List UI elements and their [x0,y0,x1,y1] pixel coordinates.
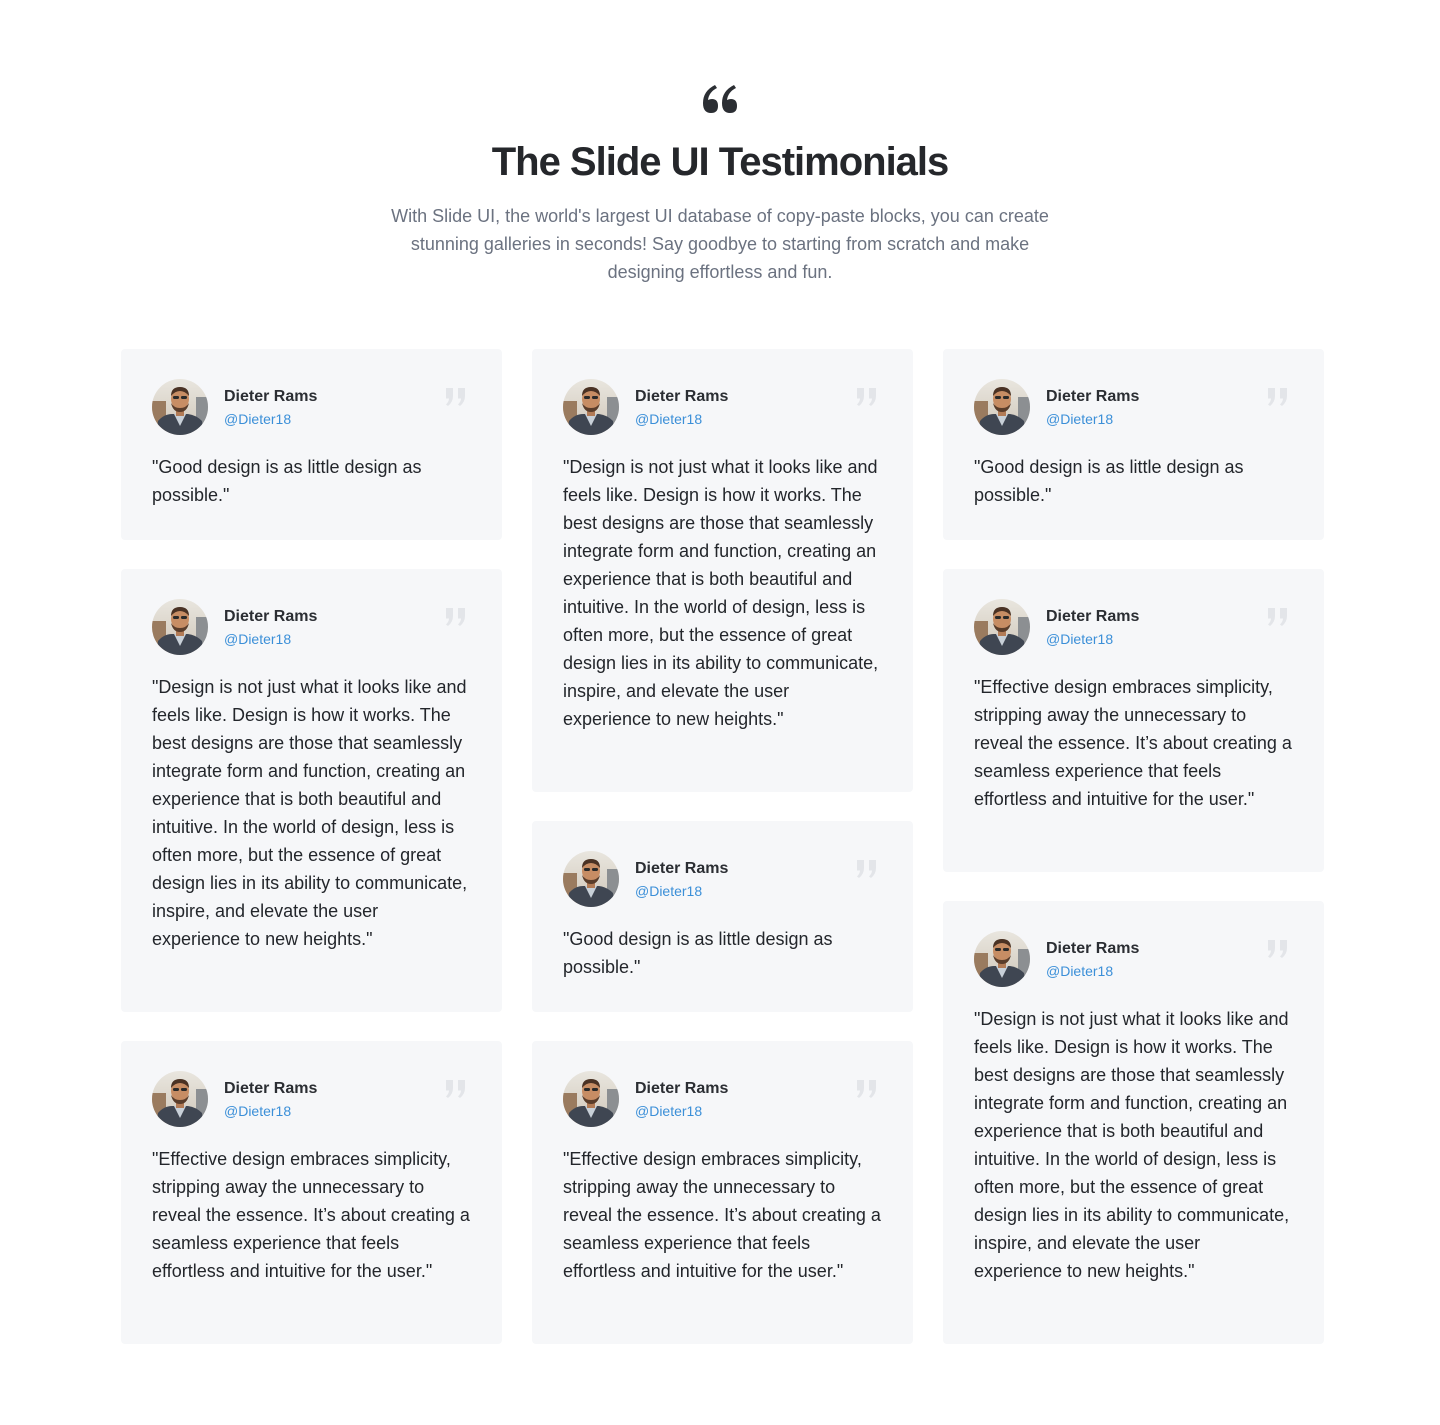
author-handle[interactable]: @Dieter18 [224,411,292,427]
author-name: Dieter Rams [1046,940,1140,957]
avatar [152,1071,208,1127]
avatar [152,599,208,655]
quote-close-icon [444,387,468,407]
testimonial-text: "Good design is as little design as possible." [974,457,1244,505]
testimonial-text: "Effective design embraces simplicity, stripping away the unnecessary to reveal the essence. It’s about creating a seamless experience that feels effortless and intuitive for the user." [152,1149,470,1281]
author-name: Dieter Rams [635,388,729,405]
testimonial-card [532,1041,913,1344]
card-header [974,599,1293,657]
quote-close-icon [444,1079,468,1099]
author-name: Dieter Rams [1046,388,1140,405]
testimonial-text: "Effective design embraces simplicity, stripping away the unnecessary to reveal the essence. It’s about creating a seamless experience that feels effortless and intuitive for the user." [974,677,1292,809]
author-name: Dieter Rams [224,388,318,405]
testimonial-text: "Design is not just what it looks like and feels like. Design is how it works. The best designs are those that seamlessly integrate form and function, creating an experience that is both beautiful and intuitive. In the world of design, less is often more, but the essence of great design lies in its ability to communicate, inspire, and elevate the user experience to new heights." [152,677,468,949]
avatar [563,1071,619,1127]
testimonial-card [943,901,1324,1344]
page-title: The Slide UI Testimonials [491,140,949,184]
author-handle[interactable]: @Dieter18 [224,1103,292,1119]
testimonial-text: "Good design is as little design as possible." [152,457,422,505]
author-name: Dieter Rams [224,1080,318,1097]
card-header [152,379,471,437]
author-handle[interactable]: @Dieter18 [1046,411,1114,427]
testimonial-card [121,349,502,540]
card-header [563,379,882,437]
testimonial-card [532,821,913,1012]
author-name: Dieter Rams [224,608,318,625]
quote-close-icon [855,859,879,879]
quote-close-icon [1266,607,1290,627]
testimonial-card [943,349,1324,540]
testimonial-card [532,349,913,792]
testimonial-card [943,569,1324,872]
author-handle[interactable]: @Dieter18 [224,631,292,647]
author-handle[interactable]: @Dieter18 [635,1103,703,1119]
quote-close-icon [444,607,468,627]
card-header [563,851,882,909]
card-header [974,931,1293,989]
avatar [563,851,619,907]
testimonial-card [121,1041,502,1344]
card-header [974,379,1293,437]
card-header [563,1071,882,1129]
testimonial-text: "Good design is as little design as possible." [563,929,833,977]
testimonial-card [121,569,502,1012]
card-header [152,1071,471,1129]
testimonial-text: "Design is not just what it looks like and feels like. Design is how it works. The best designs are those that seamlessly integrate form and function, creating an experience that is both beautiful and intuitive. In the world of design, less is often more, but the essence of great design lies in its ability to communicate, inspire, and elevate the user experience to new heights." [974,1009,1290,1281]
avatar [974,379,1030,435]
author-handle[interactable]: @Dieter18 [635,411,703,427]
author-name: Dieter Rams [635,1080,729,1097]
quote-close-icon [1266,387,1290,407]
page-subtitle: With Slide UI, the world's largest UI database of copy-paste blocks, you can create stunning galleries in seconds! Say goodbye to starting from scratch and make designing effortless and fun. [391,206,1049,282]
quote-close-icon [855,387,879,407]
author-handle[interactable]: @Dieter18 [635,883,703,899]
testimonial-text: "Effective design embraces simplicity, stripping away the unnecessary to reveal the essence. It’s about creating a seamless experience that feels effortless and intuitive for the user." [563,1149,881,1281]
author-name: Dieter Rams [635,860,729,877]
quote-close-icon [855,1079,879,1099]
author-name: Dieter Rams [1046,608,1140,625]
card-header [152,599,471,657]
avatar [563,379,619,435]
avatar [974,599,1030,655]
testimonial-text: "Design is not just what it looks like and feels like. Design is how it works. The best designs are those that seamlessly integrate form and function, creating an experience that is both beautiful and intuitive. In the world of design, less is often more, but the essence of great design lies in its ability to communicate, inspire, and elevate the user experience to new heights." [563,457,879,729]
author-handle[interactable]: @Dieter18 [1046,963,1114,979]
quote-open-icon [700,84,740,118]
avatar [152,379,208,435]
author-handle[interactable]: @Dieter18 [1046,631,1114,647]
avatar [974,931,1030,987]
quote-close-icon [1266,939,1290,959]
